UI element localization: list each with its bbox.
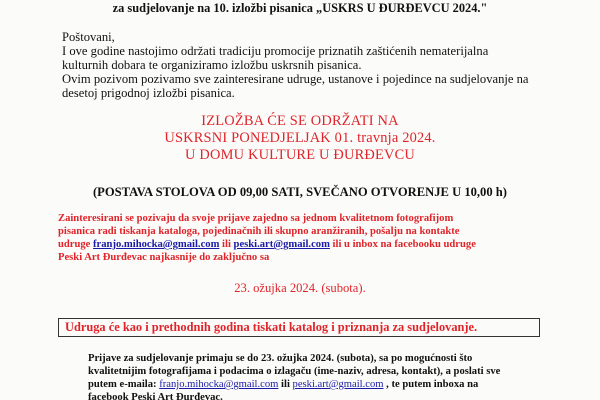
invitation-line-3 [58,238,476,251]
email-link-peski[interactable]: peski.art@gmail.com [233,239,330,250]
applications-line-3-end: , te putem inboxa na [383,379,479,390]
applications-line-4: facebook Peski Art Đurđevac. [88,392,223,400]
catalog-notice-box [58,318,540,337]
invitation-line-3-start: udruge [58,239,94,250]
applications-line-1: Prijave za sudjelovanje primaju se do 23. ožujka 2024. (subota), sa po mogućnosti što [88,353,473,364]
intro-paragraph-line-1: I ove godine nastojimo održati tradiciju promocije priznatih zaštićenih nematerijalna [62,44,489,58]
applications-line-3-mid: ili [278,379,293,390]
invite-paragraph-line-2: desetoj prigodnoj izložbi pisanica. [62,86,235,100]
exhibition-title-line: za sudjelovanje na 10. izložbi pisanica „USKRS U ĐURĐEVCU 2024." [112,1,488,15]
invitation-line-2: pisanica radi tiskanja kataloga, pojedinačnih ili skupno aranžiranih, pošalju na kontakte [58,226,460,237]
greeting: Poštovani, [62,30,115,44]
invitation-line-1: Zainteresirani se pozivaju da svoje prijave zajedno sa jednom kvalitetnom fotografijom [58,213,454,224]
email-link-franjo[interactable]: franjo.mihocka@gmail.com [93,239,220,250]
invitation-line-4: Peski Art Đurđevac najkasnije do zaključno sa [58,252,270,263]
announcement-line-1: IZLOŽBA ĆE SE ODRŽATI NA [201,113,399,129]
schedule-note: (POSTAVA STOLOVA OD 09,00 SATI, SVEČANO OTVORENJE U 10,00 h) [92,185,508,199]
application-email-link-franjo[interactable]: franjo.mihocka@gmail.com [159,379,279,390]
applications-line-3-start: putem e-maila: [88,379,160,390]
invite-paragraph-line-1: Ovim pozivom pozivamo sve zainteresirane udruge, ustanove i pojedince na sudjelovanje na [62,72,529,86]
intro-paragraph-line-2: kulturnih dobara te organiziramo izložbu uskrsnih pisanica. [62,58,362,72]
applications-line-3 [88,378,478,391]
catalog-notice: Udruga će kao i prethodnih godina tiskati katalog i priznanja za sudjelovanje. [65,320,478,334]
applications-line-2: kvalitetnijim fotografijama i podacima o izlagaču (ime-naziv, adresa, kontakt), a poslati sve [88,366,501,377]
announcement-line-3: U DOMU KULTURE U ĐURĐEVCU [185,147,415,163]
invitation-line-3-end: ili u inbox na facebooku udruge [329,239,476,250]
deadline-date: 23. ožujka 2024. (subota). [234,281,366,295]
application-email-link-peski[interactable]: peski.art@gmail.com [292,379,384,390]
announcement-line-2: USKRSNI PONEDJELJAK 01. travnja 2024. [164,130,436,146]
invitation-line-3-mid: ili [219,239,234,250]
